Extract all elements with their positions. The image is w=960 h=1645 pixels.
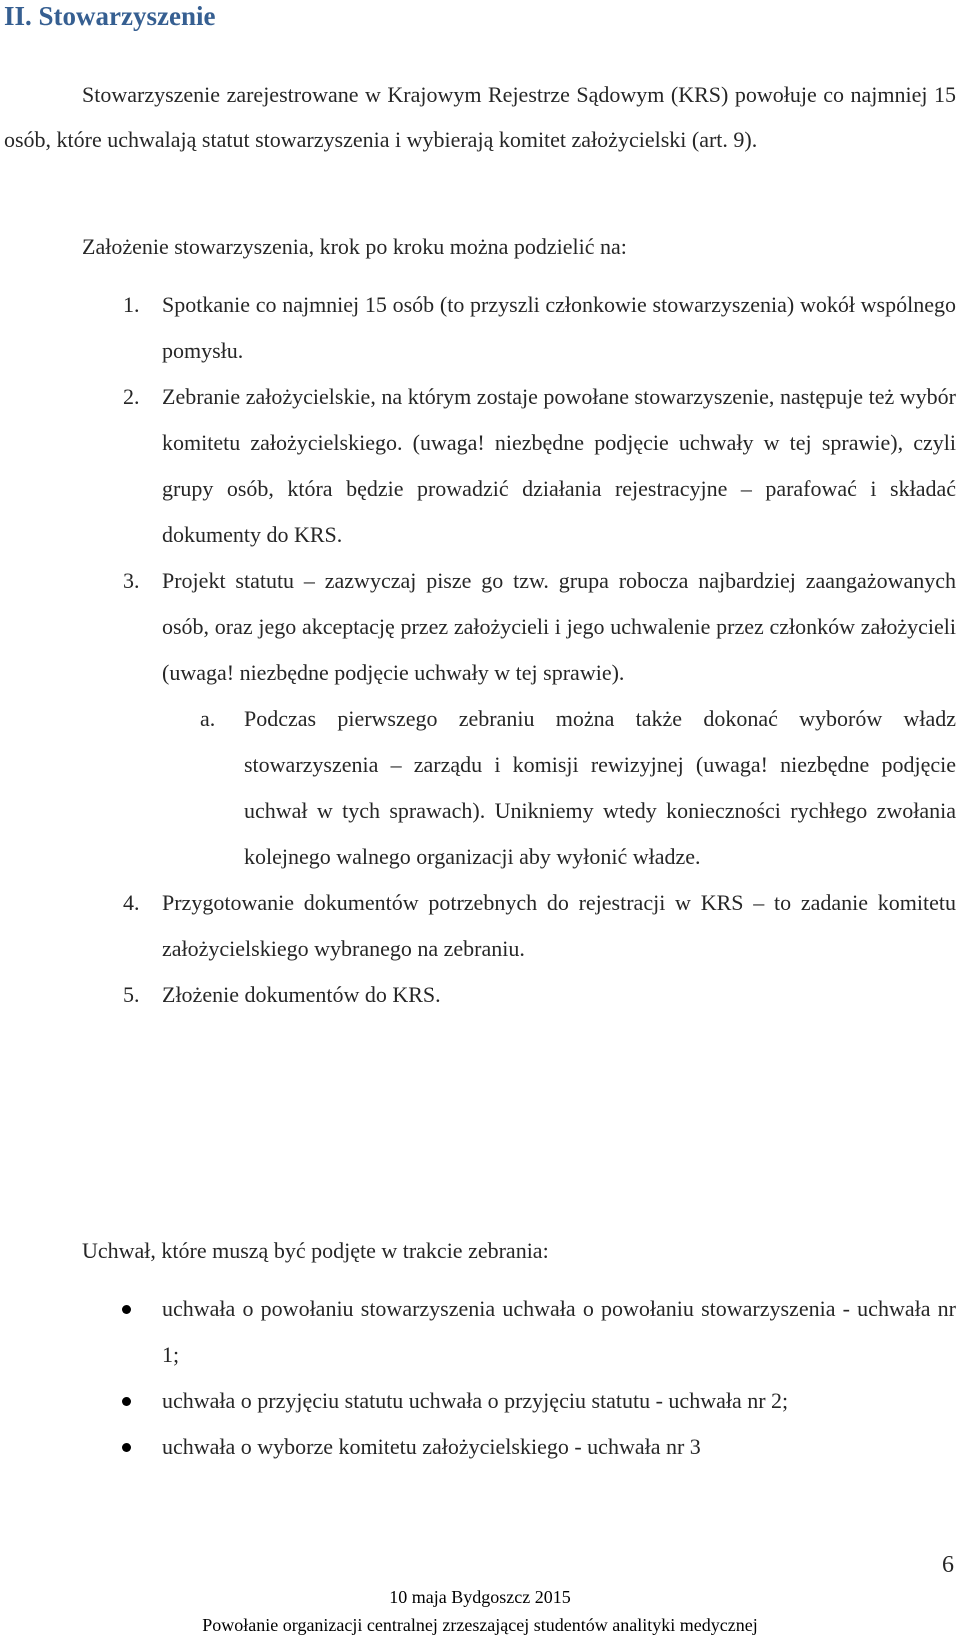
steps-list: [0, 282, 960, 1018]
substeps-list: [162, 696, 956, 880]
section-title: II. Stowarzyszenie: [4, 1, 216, 31]
resolutions-list: [0, 1286, 960, 1470]
step-item: [0, 374, 956, 558]
step-item: [0, 972, 956, 1018]
step-text: Projekt statutu – zazwyczaj pisze go tzw. grupa robocza najbardziej zaangażowanych osób, oraz jego akceptację przez założycieli i jego uchwalenie przez członków założycieli (uwaga! niezbędne podjęcie uchwały w tej sprawie).: [162, 568, 956, 685]
step-number: 5.: [123, 982, 140, 1007]
step-text: Przygotowanie dokumentów potrzebnych do rejestracji w KRS – to zadanie komitetu założycielskiego wybranego na zebraniu.: [162, 890, 956, 961]
footer-date-location: 10 maja Bydgoszcz 2015: [389, 1587, 571, 1607]
step-text: Zebranie założycielskie, na którym zostaje powołane stowarzyszenie, następuje też wybór komitetu założycielskiego. (uwaga! niezbędne podjęcie uchwały w tej sprawie), czyli grupy osób, która będzie prowadzić działania rejestracyjne – parafować i składać dokumenty do KRS.: [162, 384, 956, 547]
resolution-text: uchwała o powołaniu stowarzyszenia uchwała o powołaniu stowarzyszenia - uchwała nr 1;: [162, 1296, 956, 1367]
bullet-icon: [122, 1443, 131, 1452]
resolution-item: [0, 1378, 956, 1424]
resolution-item: [0, 1424, 956, 1470]
substep-text: Podczas pierwszego zebraniu można także dokonać wyborów władz stowarzyszenia – zarządu i komisji rewizyjnej (uwaga! niezbędne podjęcie uchwał w tych sprawach). Unikniemy wtedy konieczności rychłego zwołania kolejnego walnego organizacji aby wyłonić władze.: [244, 706, 956, 869]
intro-paragraph: Stowarzyszenie zarejestrowane w Krajowym Rejestrze Sądowym (KRS) powołuje co najmniej 15 osób, które uchwalają statut stowarzyszenia i wybierają komitet założycielski (art. 9).: [4, 82, 956, 152]
step-item: [0, 558, 956, 880]
step-item: [0, 282, 956, 374]
footer-title: Powołanie organizacji centralnej zrzeszającej studentów analityki medycznej: [202, 1615, 758, 1635]
resolution-text: uchwała o przyjęciu statutu uchwała o przyjęciu statutu - uchwała nr 2;: [162, 1388, 789, 1413]
page-number: 6: [942, 1552, 954, 1578]
step-number: 4.: [123, 890, 140, 915]
resolution-item: [0, 1286, 956, 1378]
step-text: Spotkanie co najmniej 15 osób (to przyszli członkowie stowarzyszenia) wokół wspólnego pomysłu.: [162, 292, 956, 363]
resolution-text: uchwała o wyborze komitetu założycielskiego - uchwała nr 3: [162, 1434, 701, 1459]
bullet-icon: [122, 1305, 131, 1314]
steps-lead: Założenie stowarzyszenia, krok po kroku można podzielić na:: [82, 234, 627, 259]
step-text: Złożenie dokumentów do KRS.: [162, 982, 441, 1007]
step-number: 2.: [123, 384, 140, 409]
substep-letter: a.: [200, 706, 216, 731]
resolutions-lead: Uchwał, które muszą być podjęte w trakcie zebrania:: [82, 1238, 549, 1263]
bullet-icon: [122, 1397, 131, 1406]
step-item: [0, 880, 956, 972]
substep-item: [162, 696, 956, 880]
step-number: 1.: [123, 292, 140, 317]
step-number: 3.: [123, 568, 140, 593]
